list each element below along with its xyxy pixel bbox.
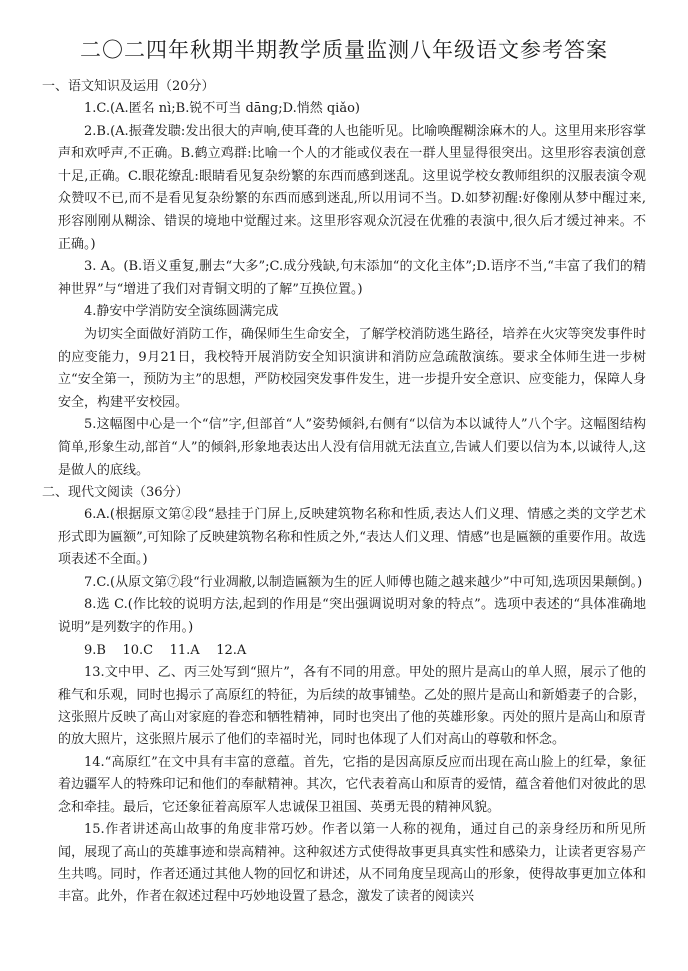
answer-5: 5.这幅图中心是一个“信”字,但部首“人”姿势倾斜,右侧有“以信为本以诚待人”八个字。这幅图结构简单,形象生动,部首“人”的倾斜,形象地表达出人没有信用就无法直立,告诫人们要以信为本,以诚待人,这是做人的底线。 (58, 417, 646, 478)
answer-1: 1.C.(A.匿名 nì;B.锐不可当 dāng;D.悄然 qiǎo) (84, 101, 360, 116)
section-heading-modern-reading: 二、现代文阅读（36分） (42, 485, 189, 501)
answer-14: 14.“高原红”在文中具有丰富的意蕴。首先，它指的是因高原反应而出现在高山脸上的红晕，象征着边疆军人的特殊印记和他们的奉献精神。其次，它代表着高山和原青的爱情，蕴含着他们对彼此的思念和牵挂。最后，它还象征着高原军人忠诚保卫祖国、英勇无畏的精神风貌。 (58, 754, 646, 815)
answer-4-news-body: 为切实全面做好消防工作，确保师生生命安全，了解学校消防逃生路径，培养在火灾等突发事件时的应变能力，9月21日，我校特开展消防安全知识演讲和消防应急疏散演练。要求全体师生进一步树立“安全第一，预防为主”的思想，严防校园突发事件发生，进一步提升安全意识、应变能力，保障人身安全，构建平安校园。 (58, 326, 646, 410)
page-title: 二〇二四年秋期半期教学质量监测八年级语文参考答案 (80, 38, 608, 62)
answer-8: 8.选 C.(作比较的说明方法,起到的作用是“突出强调说明对象的特点”。选项中表述的“具体准确地说明”是列数字的作用。) (58, 597, 646, 636)
answer-6: 6.A.(根据原文第②段“悬挂于门屏上,反映建筑物名称和性质,表达人们义理、情感之类的文学艺术形式即为匾额”,可知除了反映建筑物名称和性质之外,“表达人们义理、情感”也是匾额的重要作用。故选项表述不全面。) (58, 507, 646, 568)
answer-15: 15.作者讲述高山故事的角度非常巧妙。作者以第一人称的视角，通过自己的亲身经历和所见所闻，展现了高山的英雄事迹和崇高精神。这种叙述方式使得故事更具真实性和感染力，让读者更容易产生共鸣。同时，作者还通过其他人物的回忆和讲述，从不同角度呈现高山的形象，使得故事更加立体和丰富。此外，作者在叙述过程中巧妙地设置了悬念，激发了读者的阅读兴 (58, 822, 646, 905)
answer-13: 13.文中甲、乙、丙三处写到“照片”，各有不同的用意。甲处的照片是高山的单人照，展示了他的稚气和乐观，同时也揭示了高原红的特征，为后续的故事铺垫。乙处的照片是高山和新婚妻子的合影，这张照片反映了高山对家庭的眷恋和牺牲精神，同时也突出了他的英雄形象。丙处的照片是高山和原青的放大照片，这张照片展示了他们的幸福时光，同时也体现了人们对高山的尊敬和怀念。 (58, 665, 646, 748)
answers-9-12: 9.B 10.C 11.A 12.A (84, 642, 247, 658)
answer-4-headline: 4.静安中学消防安全演练圆满完成 (84, 304, 279, 320)
answer-7: 7.C.(从原文第⑦段“行业凋敝,以制造匾额为生的匠人师傅也随之越来越少”中可知,选项因果颠倒。) (84, 574, 643, 590)
section-heading-language-knowledge: 一、语文知识及运用（20分） (42, 79, 215, 94)
answer-3: 3. A。(B.语义重复,删去“大多”;C.成分残缺,句末添加“的文化主体”;D.语序不当,“丰富了我们的精神世界”与“增进了我们对青铜文明的了解”互换位置。) (58, 259, 646, 297)
answer-2: 2.B.(A.振聋发聩:发出很大的声响,使耳聋的人也能听见。比喻唤醒糊涂麻木的人。这里用来形容掌声和欢呼声,不正确。B.鹤立鸡群:比喻一个人的才能或仪表在一群人里显得很突出。这里形容表演创意十足,正确。C.眼花缭乱:眼睛看见复杂纷繁的东西而感到迷乱。这里说学校女教师组织的汉服表演令观众赞叹不已,而不是看见复杂纷繁的东西而感到迷乱,所以用词不当。D.如梦初醒:好像刚从梦中醒过来,形容刚刚从糊涂、错误的境地中觉醒过来。这里形容观众沉浸在优雅的表演中,很久后才缓过神来。不正确。) (58, 123, 646, 252)
